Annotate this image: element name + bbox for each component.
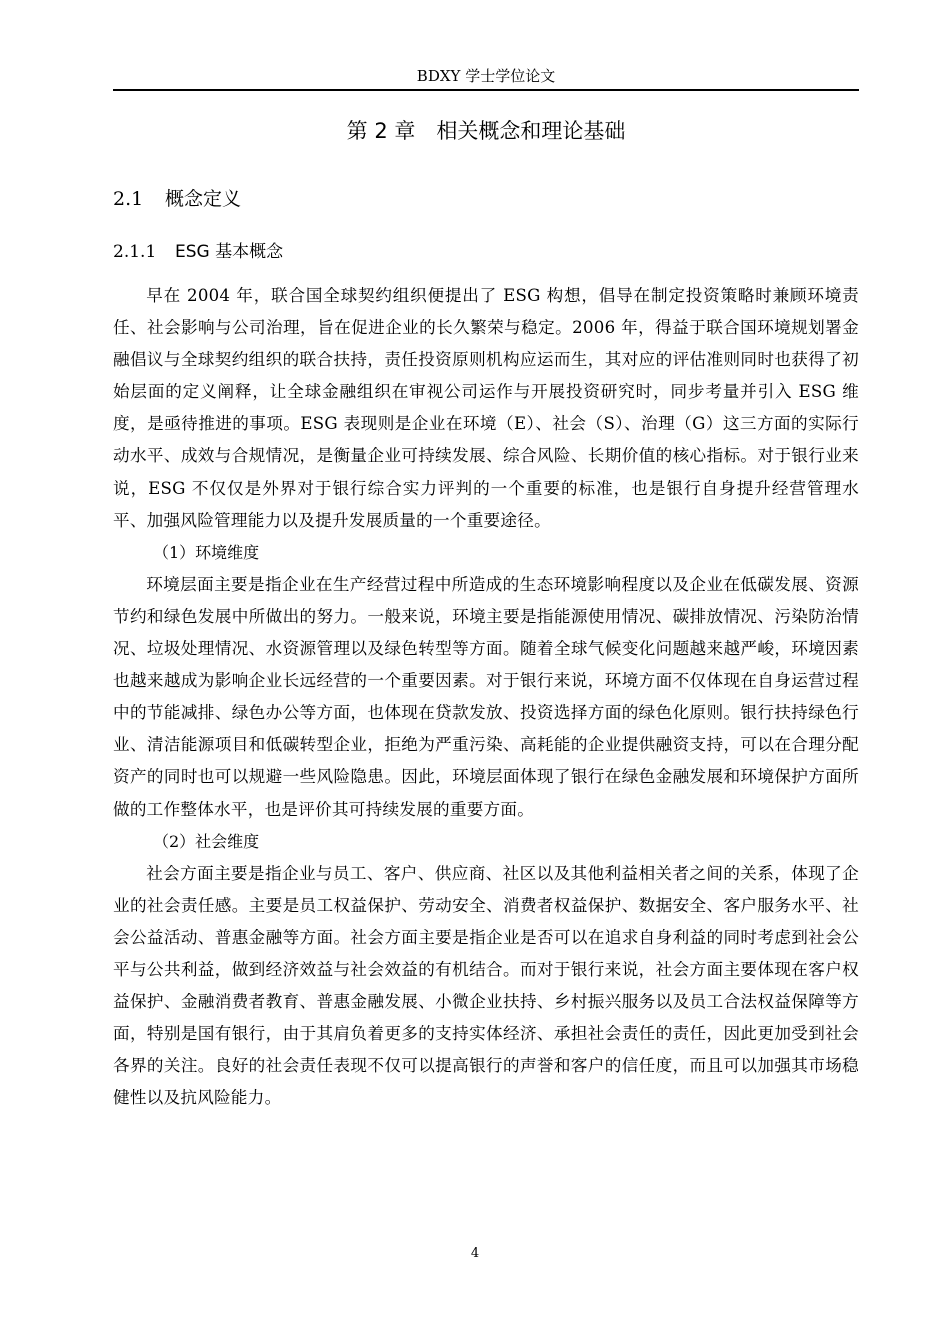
subsection-title: ESG 基本概念 [175,242,284,262]
subsection-heading [113,238,283,266]
body-text [113,280,859,1114]
page-number: 4 [470,1246,480,1261]
running-header: BDXY 学士学位论文 [416,67,556,85]
section-number: 2.1 [113,188,144,210]
chapter-title: 第 2 章 相关概念和理论基础 [346,119,626,143]
header-rule [113,89,859,91]
section-title: 概念定义 [165,188,242,210]
heading-social: （2）社会维度 [153,831,260,851]
heading-environment: （1）环境维度 [153,542,260,562]
subsection-number: 2.1.1 [113,242,157,262]
paragraph-esg-intro: 早在 2004 年，联合国全球契约组织便提出了 ESG 构想，倡导在制定投资策略时兼顾环境责任、社会影响与公司治理，旨在促进企业的长久繁荣与稳定。2006 年，得益于联合国环境规划署金融倡议与全球契约组织的联合扶持，责任投资原则机构应运而生，其对应的评估准则同时也获得了初始层面的定义阐释，让全球金融组织在审视公司运作与开展投资研究时，同步考量并引入 ESG 维度，是亟待推进的事项。ESG 表现则是企业在环境（E）、社会（S）、治理（G）这三方面的实际行动水平、成效与合规情况，是衡量企业可持续发展、综合风险、长期价值的核心指标。对于银行业来说，ESG 不仅仅是外界对于银行综合实力评判的一个重要的标准，也是银行自身提升经营管理水平、加强风险管理能力以及提升发展质量的一个重要途径。 [113,286,859,530]
paragraph-social: 社会方面主要是指企业与员工、客户、供应商、社区以及其他利益相关者之间的关系，体现了企业的社会责任感。主要是员工权益保护、劳动安全、消费者权益保护、数据安全、客户服务水平、社会公益活动、普惠金融等方面。社会方面主要是指企业是否可以在追求自身利益的同时考虑到社会公平与公共利益，做到经济效益与社会效益的有机结合。而对于银行来说，社会方面主要体现在客户权益保护、金融消费者教育、普惠金融发展、小微企业扶持、乡村振兴服务以及员工合法权益保障等方面，特别是国有银行，由于其肩负着更多的支持实体经济、承担社会责任的责任，因此更加受到社会各界的关注。良好的社会责任表现不仅可以提高银行的声誉和客户的信任度，而且可以加强其市场稳健性以及抗风险能力。 [113,863,859,1108]
section-heading [113,184,241,214]
paragraph-environment: 环境层面主要是指企业在生产经营过程中所造成的生态环境影响程度以及企业在低碳发展、资源节约和绿色发展中所做出的努力。一般来说，环境主要是指能源使用情况、碳排放情况、污染防治情况、垃圾处理情况、水资源管理以及绿色转型等方面。随着全球气候变化问题越来越严峻，环境因素也越来越成为影响企业长远经营的一个重要因素。对于银行来说，环境方面不仅体现在自身运营过程中的节能减排、绿色办公等方面，也体现在贷款发放、投资选择方面的绿色化原则。银行扶持绿色行业、清洁能源项目和低碳转型企业，拒绝为严重污染、高耗能的企业提供融资支持，可以在合理分配资产的同时也可以规避一些风险隐患。因此，环境层面体现了银行在绿色金融发展和环境保护方面所做的工作整体水平，也是评价其可持续发展的重要方面。 [113,574,859,819]
